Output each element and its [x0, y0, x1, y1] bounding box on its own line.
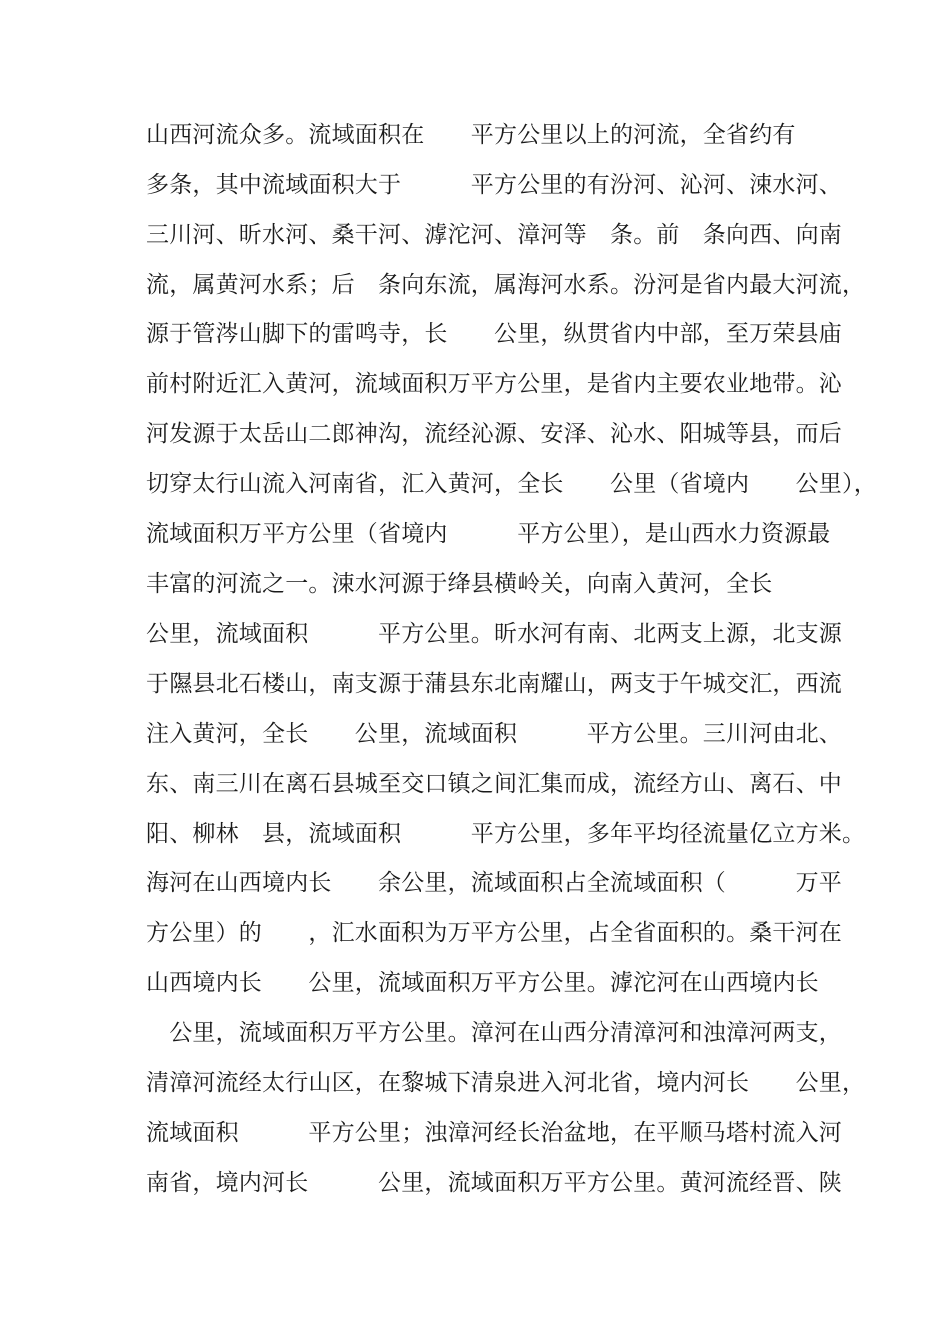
paragraph-line: 海河在山西境内长 余公里，流域面积占全流域面积（ 万平	[146, 870, 842, 896]
paragraph-line: 源于管涔山脚下的雷鸣寺，长 公里，纵贯省内中部，至万荣县庙	[146, 321, 842, 347]
paragraph-line: 多条，其中流域面积大于 平方公里的有汾河、沁河、涑水河、	[146, 172, 842, 198]
paragraph-line: 切穿太行山流入河南省，汇入黄河，全长 公里（省境内 公里），	[146, 471, 877, 497]
paragraph-line: 流，属黄河水系；后 条向东流，属海河水系。汾河是省内最大河流，	[146, 272, 866, 298]
paragraph-line: 于隰县北石楼山，南支源于蒲县东北南耀山，两支于午城交汇，西流	[146, 671, 842, 697]
paragraph-line: 阳、柳林 县，流域面积 平方公里，多年平均径流量亿立方米。	[146, 821, 866, 847]
paragraph-line: 流域面积 平方公里；浊漳河经长治盆地，在平顺马塔村流入河	[146, 1120, 842, 1146]
paragraph-line: 公里，流域面积万平方公里。漳河在山西分清漳河和浊漳河两支，	[146, 1020, 842, 1046]
paragraph-line: 公里，流域面积 平方公里。昕水河有南、北两支上源，北支源	[146, 621, 842, 647]
paragraph-line: 流域面积万平方公里（省境内 平方公里），是山西水力资源最	[146, 521, 831, 547]
paragraph-line: 山西境内长 公里，流域面积万平方公里。滹沱河在山西境内长	[146, 970, 819, 996]
paragraph-line: 方公里）的 ，汇水面积为万平方公里，占全省面积的。桑干河在	[146, 920, 842, 946]
paragraph-line: 南省，境内河长 公里，流域面积万平方公里。黄河流经晋、陕	[146, 1170, 842, 1196]
paragraph-line: 清漳河流经太行山区，在黎城下清泉进入河北省，境内河长 公里，	[146, 1070, 866, 1096]
paragraph-line: 丰富的河流之一。涑水河源于绛县横岭关，向南入黄河，全长	[146, 571, 773, 597]
paragraph-line: 山西河流众多。流域面积在 平方公里以上的河流，全省约有	[146, 122, 796, 148]
paragraph-line: 注入黄河，全长 公里，流域面积 平方公里。三川河由北、	[146, 721, 842, 747]
paragraph-line: 三川河、昕水河、桑干河、滹沱河、漳河等 条。前 条向西、向南	[146, 222, 842, 248]
paragraph-line: 东、南三川在离石县城至交口镇之间汇集而成，流经方山、离石、中	[146, 771, 842, 797]
paragraph-line: 河发源于太岳山二郎神沟，流经沁源、安泽、沁水、阳城等县，而后	[146, 421, 842, 447]
paragraph-line: 前村附近汇入黄河，流域面积万平方公里，是省内主要农业地带。沁	[146, 371, 842, 397]
